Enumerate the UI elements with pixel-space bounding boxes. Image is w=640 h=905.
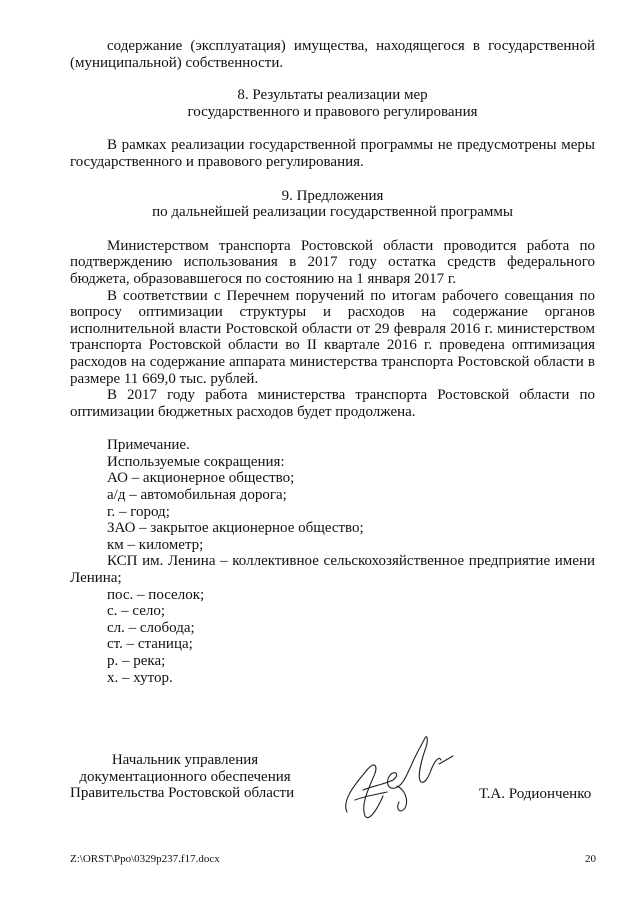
- section9-heading-line2: по дальнейшей реализации государственной программы: [152, 204, 513, 221]
- note-item: р. – река;: [107, 653, 166, 669]
- file-path: Z:\ORST\Ppo\0329p237.f17.docx: [70, 853, 220, 865]
- handwritten-signature: [335, 730, 465, 825]
- section9-paragraph-2: В соответствии с Перечнем поручений по итогам рабочего совещания по вопросу оптимизации структуры и расходов на содержание органов исполнительной власти Ростовской области от 29 февраля 2016 г. министерством транспорта Ростовской области во II квартале 2016 г. проведена оптимизация расходов на содержание аппарата министерства транспорта Ростовской области в размере 11 669,0 тыс. рублей.: [70, 287, 595, 387]
- note-item: КСП им. Ленина – коллективное сельскохозяйственное предприятие имени Ленина;: [70, 553, 595, 587]
- note-item: ЗАО – закрытое акционерное общество;: [107, 520, 364, 537]
- section8-heading-line2: государственного и правового регулирования: [187, 103, 478, 120]
- note-item: пос. – поселок;: [107, 586, 205, 603]
- note-item: а/д – автомобильная дорога;: [107, 487, 287, 504]
- note-item: АО – акционерное общество;: [107, 470, 295, 487]
- page-number: 20: [585, 853, 596, 865]
- section9-heading-line1: 9. Предложения: [281, 187, 384, 204]
- note-item: сл. – слобода;: [107, 619, 195, 636]
- section8-paragraph: В рамках реализации государственной программы не предусмотрены меры государственного и правового регулирования.: [70, 137, 595, 170]
- signature-title-line2: документационного обеспечения: [79, 768, 291, 785]
- section8-heading-line1: 8. Результаты реализации мер: [237, 87, 428, 104]
- body-text: [70, 38, 595, 686]
- section9-paragraph-3: В 2017 году работа министерства транспорта Ростовской области по оптимизации бюджетных расходов будет продолжена.: [70, 387, 595, 420]
- signature-title-line3: Правительства Ростовской области: [70, 785, 295, 802]
- note-item: с. – село;: [107, 603, 166, 620]
- section9-paragraph-1: Министерством транспорта Ростовской области проводится работа по подтверждению использования в 2017 году остатка средств федерального бюджета, образовавшегося по состоянию на 1 января 2017 г.: [70, 237, 595, 287]
- signature-title-line1: Начальник управления: [111, 752, 259, 768]
- signatory-name: Т.А. Родионченко: [479, 786, 592, 802]
- note-item: ст. – станица;: [107, 636, 193, 653]
- notes-title: Примечание.: [107, 437, 190, 454]
- note-item: км – километр;: [107, 536, 204, 553]
- continuation-paragraph: содержание (эксплуатация) имущества, находящегося в государственной (муниципальной) собственности.: [70, 38, 595, 71]
- note-item: г. – город;: [107, 503, 170, 520]
- notes-subtitle: Используемые сокращения:: [107, 453, 285, 470]
- signature-title-block: [70, 752, 300, 802]
- note-item: х. – хутор.: [107, 669, 173, 686]
